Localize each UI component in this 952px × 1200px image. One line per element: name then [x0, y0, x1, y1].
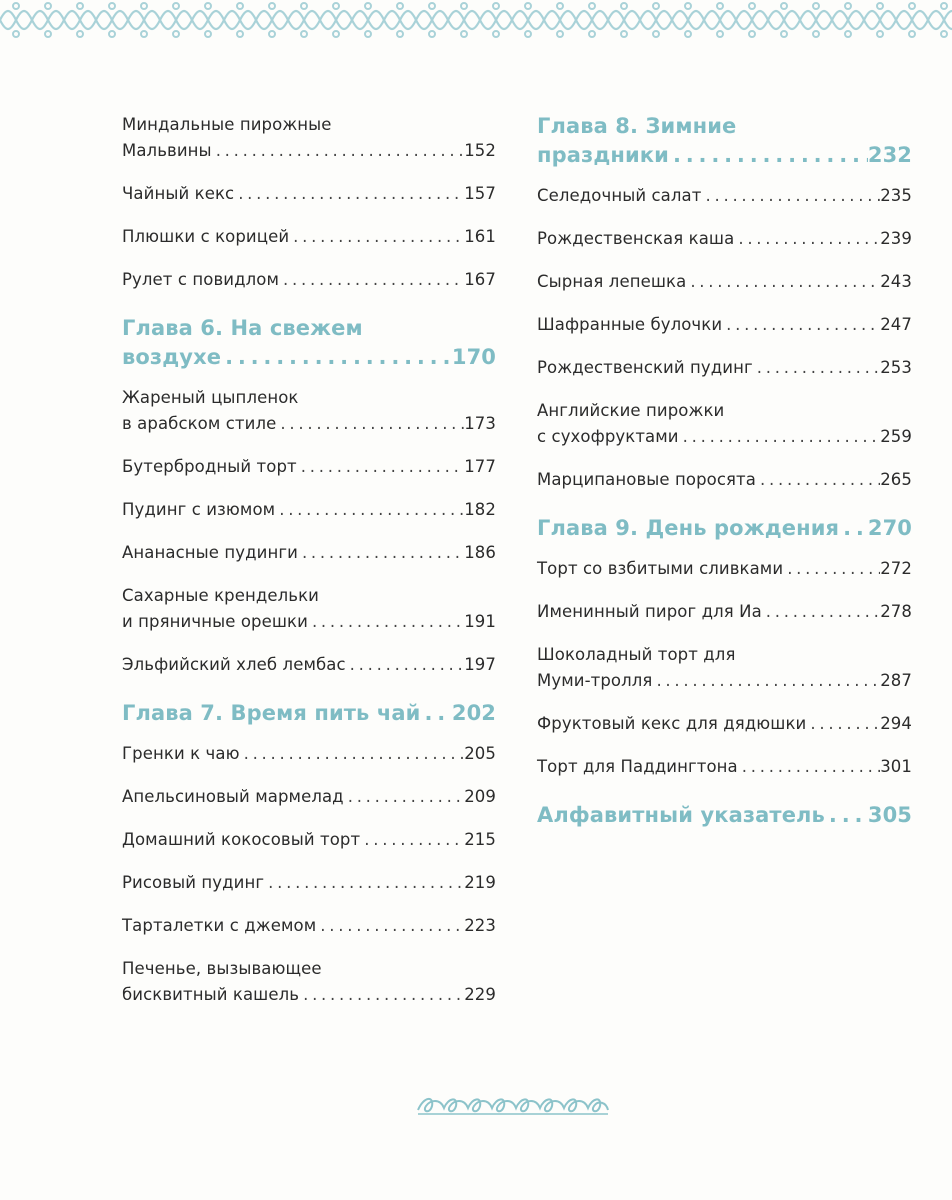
dot-leader	[762, 599, 880, 625]
toc-page-number: 247	[880, 315, 912, 334]
toc-page-number: 186	[464, 543, 496, 562]
toc-page-number: 243	[880, 272, 912, 291]
toc-page-number: 157	[464, 184, 496, 203]
toc-entry-title: Домашний кокосовый торт	[122, 830, 361, 849]
toc-entry-title: Рождественская каша	[537, 229, 735, 248]
toc-entry-title: Алфавитный указатель	[537, 803, 825, 827]
toc-entry-title-line: Глава 8. Зимние	[537, 114, 737, 138]
toc-page-number: 305	[867, 803, 912, 827]
toc-entry	[122, 540, 496, 566]
dot-leader	[221, 343, 452, 372]
toc-entry	[122, 870, 496, 896]
toc-entry	[537, 183, 912, 209]
toc-entry-title: Рождественский пудинг	[537, 358, 753, 377]
dot-leader	[279, 267, 464, 293]
dot-leader	[276, 411, 464, 437]
toc-entry-title-line: Глава 6. На свежем	[122, 316, 363, 340]
toc-entry	[122, 454, 496, 480]
dot-leader	[289, 224, 464, 250]
dot-leader	[825, 801, 868, 830]
dot-leader	[753, 355, 880, 381]
dot-leader	[839, 514, 868, 543]
dot-leader	[212, 138, 465, 164]
toc-chapter-heading	[537, 112, 912, 170]
toc-entry	[537, 398, 912, 450]
toc-entry	[122, 583, 496, 635]
toc-page-number: 253	[880, 358, 912, 377]
toc-left-column	[122, 112, 496, 1008]
toc-page-number: 265	[880, 470, 912, 489]
toc-entry-title: Ананасные пудинги	[122, 543, 298, 562]
dot-leader	[783, 556, 880, 582]
toc-entry-title: Гренки к чаю	[122, 744, 240, 763]
toc-page-number: 272	[880, 559, 912, 578]
toc-entry-title: Мальвины	[122, 141, 212, 160]
dot-leader	[297, 454, 464, 480]
toc-entry	[537, 312, 912, 338]
toc-entry-title: и пряничные орешки	[122, 612, 308, 631]
toc-page-number: 219	[464, 873, 496, 892]
dot-leader	[240, 741, 465, 767]
toc-chapter-heading	[122, 314, 496, 372]
toc-entry	[122, 956, 496, 1008]
toc-page-number: 239	[880, 229, 912, 248]
toc-entry-title-line: Сахарные крендельки	[122, 586, 319, 605]
dot-leader	[679, 424, 881, 450]
dot-leader	[316, 913, 464, 939]
toc-entry-title: Апельсиновый мармелад	[122, 787, 344, 806]
toc-entry	[537, 467, 912, 493]
toc-entry-title: с сухофруктами	[537, 427, 679, 446]
toc-entry	[122, 112, 496, 164]
dot-leader	[360, 827, 464, 853]
toc-entry-title: в арабском стиле	[122, 414, 277, 433]
toc-entry-title: Марципановые поросята	[537, 470, 756, 489]
toc-entry-title: бисквитный кашель	[122, 985, 300, 1004]
toc-entry	[122, 224, 496, 250]
toc-entry-title: Плюшки с корицей	[122, 227, 290, 246]
toc-page-number: 259	[880, 427, 912, 446]
dot-leader	[298, 540, 464, 566]
dot-leader	[420, 699, 451, 728]
toc-entry-title: Глава 9. День рождения	[537, 516, 840, 540]
toc-page-number: 177	[464, 457, 496, 476]
toc-page-number: 167	[464, 270, 496, 289]
toc-page-number: 191	[464, 612, 496, 631]
toc-entry-title: Глава 7. Время пить чай	[122, 701, 421, 725]
dot-leader	[264, 870, 464, 896]
top-ornament-border	[0, 0, 952, 48]
toc-page-number: 209	[464, 787, 496, 806]
dot-leader	[275, 497, 464, 523]
toc-entry-title: Фруктовый кекс для дядюшки	[537, 714, 807, 733]
toc-entry	[122, 267, 496, 293]
toc-entry-title: Чайный кекс	[122, 184, 235, 203]
toc-entry-title: Тарталетки с джемом	[122, 916, 317, 935]
toc-entry	[122, 385, 496, 437]
toc-entry-title-line: Шоколадный торт для	[537, 645, 736, 664]
dot-leader	[734, 226, 880, 252]
toc-entry	[122, 497, 496, 523]
dot-leader	[308, 609, 464, 635]
toc-page-number: 205	[464, 744, 496, 763]
toc-entry-title: Именинный пирог для Иа	[537, 602, 762, 621]
toc-entry-title: Торт со взбитыми сливками	[537, 559, 784, 578]
toc-entry	[122, 652, 496, 678]
dot-leader	[756, 467, 880, 493]
toc-page-number: 182	[464, 500, 496, 519]
toc-entry-title: Бутербродный торт	[122, 457, 297, 476]
toc-entry	[537, 556, 912, 582]
toc-entry-title: Торт для Паддингтона	[537, 757, 738, 776]
dot-leader	[669, 141, 868, 170]
toc-page-number: 197	[464, 655, 496, 674]
toc-page-number: 173	[464, 414, 496, 433]
toc-entry-title: Шафранные булочки	[537, 315, 723, 334]
toc-page-number: 161	[464, 227, 496, 246]
toc-page-number: 229	[464, 985, 496, 1004]
toc-entry	[122, 741, 496, 767]
toc-entry	[537, 355, 912, 381]
toc-page-number: 301	[880, 757, 912, 776]
toc-entry-title: Рисовый пудинг	[122, 873, 265, 892]
dot-leader	[701, 183, 880, 209]
toc-chapter-heading	[537, 801, 912, 830]
toc-entry	[537, 269, 912, 295]
toc-entry-title: Муми-тролля	[537, 671, 653, 690]
dot-leader	[652, 668, 880, 694]
toc-page-number: 287	[880, 671, 912, 690]
toc-page-number: 215	[464, 830, 496, 849]
dot-leader	[344, 784, 465, 810]
toc-page-number: 232	[867, 143, 912, 167]
toc-chapter-heading	[122, 699, 496, 728]
dot-leader	[738, 754, 880, 780]
toc-entry-title: Рулет с повидлом	[122, 270, 280, 289]
toc-page-number: 202	[451, 701, 496, 725]
dot-leader	[234, 181, 464, 207]
toc-entry-title-line: Английские пирожки	[537, 401, 725, 420]
toc-entry-title: Пудинг с изюмом	[122, 500, 276, 519]
dot-leader	[806, 711, 880, 737]
toc-page-number: 294	[880, 714, 912, 733]
toc-entry-title: Сырная лепешка	[537, 272, 687, 291]
dot-leader	[722, 312, 880, 338]
toc-entry-title: Эльфийский хлеб лембас	[122, 655, 346, 674]
toc-page-number: 170	[451, 345, 496, 369]
bottom-swirl-ornament	[414, 1092, 610, 1120]
toc-page-number: 235	[880, 186, 912, 205]
toc-entry	[122, 784, 496, 810]
toc-page-number: 223	[464, 916, 496, 935]
toc-entry	[537, 754, 912, 780]
toc-entry-title: Селедочный салат	[537, 186, 702, 205]
dot-leader	[346, 652, 465, 678]
toc-page-number: 270	[867, 516, 912, 540]
toc-page-number: 278	[880, 602, 912, 621]
toc-entry	[537, 642, 912, 694]
toc-entry	[122, 913, 496, 939]
toc-right-column	[537, 112, 912, 830]
toc-entry	[122, 181, 496, 207]
toc-page-number: 152	[464, 141, 496, 160]
toc-entry-title: праздники	[537, 143, 669, 167]
dot-leader	[299, 982, 464, 1008]
toc-entry-title: воздухе	[122, 345, 222, 369]
toc-entry	[537, 226, 912, 252]
toc-entry	[537, 599, 912, 625]
dot-leader	[686, 269, 880, 295]
toc-entry	[537, 711, 912, 737]
toc-entry-title-line: Жареный цыпленок	[122, 388, 299, 407]
toc-entry	[122, 827, 496, 853]
toc-chapter-heading	[537, 514, 912, 543]
toc-entry-title-line: Печенье, вызывающее	[122, 959, 322, 978]
toc-entry-title-line: Миндальные пирожные	[122, 115, 332, 134]
